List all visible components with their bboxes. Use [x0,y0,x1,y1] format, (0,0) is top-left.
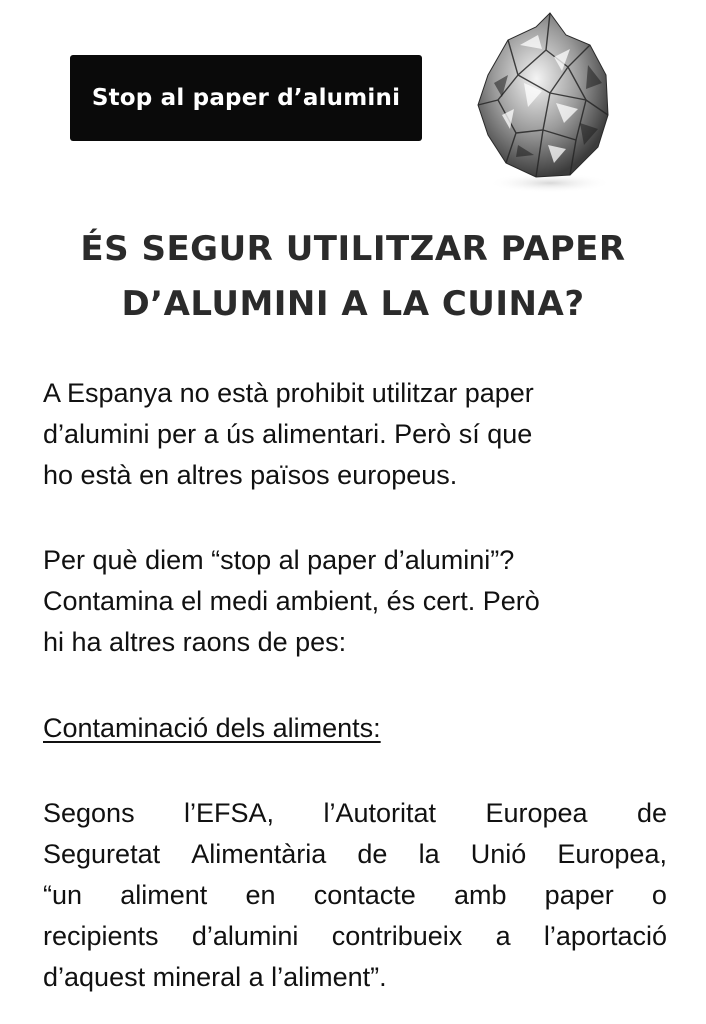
word: en [245,880,276,910]
word: d’alumini [191,921,299,951]
word: recipients [43,921,159,951]
paragraph-intro [43,373,667,496]
word: a [495,921,511,951]
section-heading: Contaminació dels aliments: [43,713,381,743]
text-line: hi ha altres raons de pes: [43,627,347,657]
title-banner [70,55,422,141]
justified-line [43,834,667,875]
word: Europea, [557,839,667,869]
text-line: A Espanya no està prohibit utilitzar paper [43,378,534,408]
word: Alimentària [191,839,327,869]
word: Seguretat [43,839,161,869]
word: Segons [43,798,135,828]
justified-line [43,875,667,916]
title-line: D’ALUMINI A LA CUINA? [121,284,585,324]
paragraph-reasons [43,540,667,663]
word: Europea [485,798,588,828]
word: de [636,798,667,828]
word: l’Autoritat [323,798,437,828]
word: o [651,880,667,910]
aluminium-foil-ball-icon [458,5,618,195]
word: amb [453,880,507,910]
word: la [418,839,440,869]
word: contacte [313,880,416,910]
word: Unió [470,839,527,869]
word: de [357,839,388,869]
text-line: Per què diem “stop al paper d’alumini”? [43,545,515,575]
paragraph-efsa [43,793,667,998]
text-line: d’aquest mineral a l’aliment”. [43,962,387,992]
justified-line [43,916,667,957]
word: aliment [120,880,208,910]
text-line: d’alumini per a ús alimentari. Però sí que [43,419,533,449]
text-line: ho està en altres països europeus. [43,460,458,490]
banner-label: Stop al paper d’alumini [91,85,401,111]
text-line: Contamina el medi ambient, és cert. Però [43,586,540,616]
word: l’aportació [543,921,667,951]
word: “un [43,880,83,910]
page-title [0,222,706,332]
word: l’EFSA, [184,798,275,828]
title-line: ÉS SEGUR UTILITZAR PAPER [80,229,626,269]
word: contribueix [331,921,463,951]
justified-line [43,793,667,834]
word: paper [544,880,614,910]
